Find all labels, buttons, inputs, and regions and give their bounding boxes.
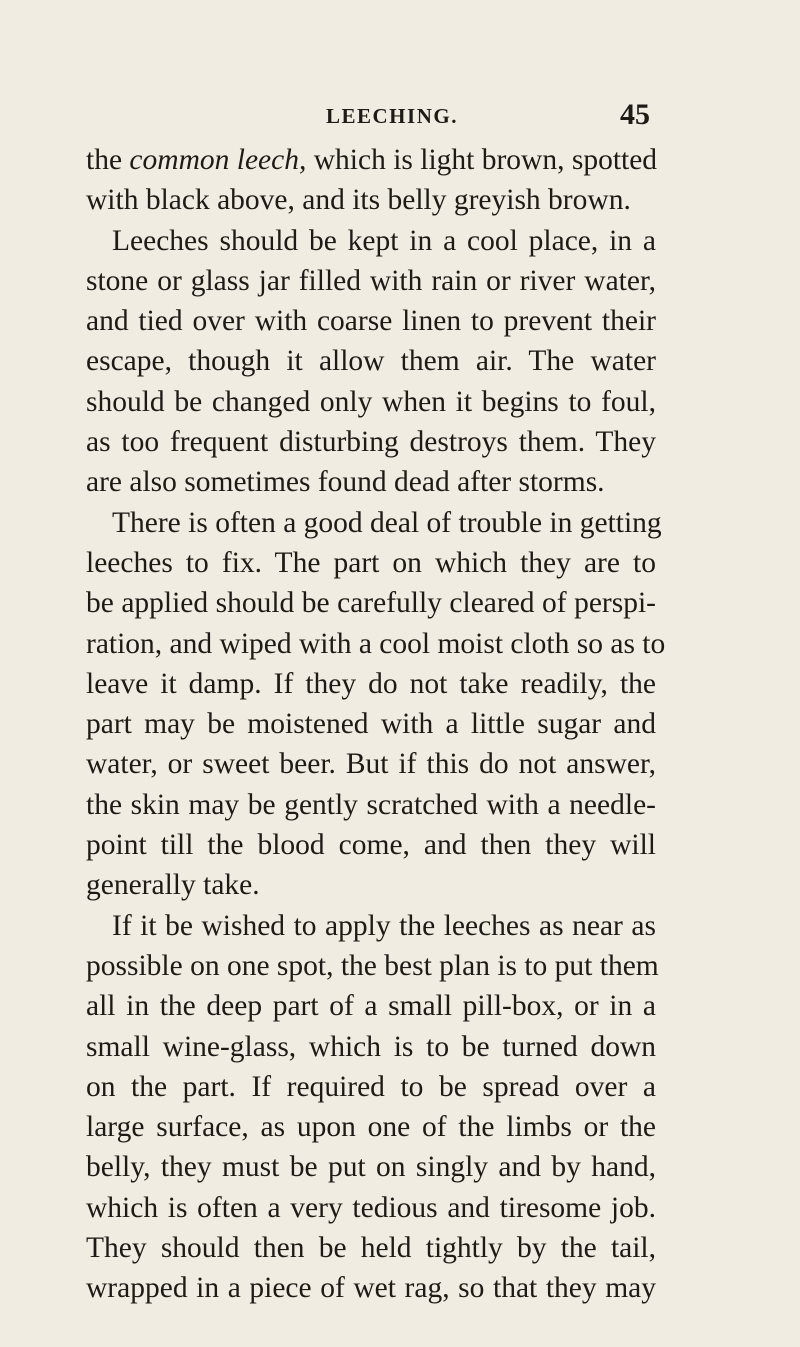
text-line: wrapped in a piece of wet rag, so that they may — [86, 1272, 656, 1305]
text-line: as too frequent disturbing destroys them. They — [86, 426, 656, 459]
text-line: with black above, and its belly greyish brown. — [86, 184, 631, 217]
text-line — [86, 140, 656, 180]
text-line: should be changed only when it begins to foul, — [86, 385, 656, 418]
text-line: If it be wished to apply the leeches as near as — [112, 909, 656, 942]
text-line: on the part. If required to be spread over a — [86, 1070, 656, 1103]
text-line: They should then be held tightly by the tail, — [86, 1232, 656, 1265]
text-line: stone or glass jar filled with rain or river water, — [86, 264, 656, 297]
text-line: possible on one spot, the best plan is to put them — [86, 949, 659, 982]
running-head: LEECHING. — [326, 104, 458, 128]
body-text — [86, 140, 666, 1309]
text-line: generally take. — [86, 869, 260, 902]
text-line: belly, they must be put on singly and by hand, — [86, 1151, 656, 1184]
text-line: leave it damp. If they do not take readily, the — [86, 667, 656, 700]
italic-term: common leech, — [129, 144, 307, 176]
text-line: all in the deep part of a small pill-box, or in a — [86, 990, 656, 1023]
text-line: escape, though it allow them air. The water — [86, 345, 656, 378]
text-line: and tied over with coarse linen to prevent their — [86, 305, 656, 338]
text-line: are also sometimes found dead after storms. — [86, 466, 605, 499]
text-line: large surface, as upon one of the limbs or the — [86, 1111, 656, 1144]
text-line: water, or sweet beer. But if this do not answer, — [86, 748, 656, 781]
text-line: the skin may be gently scratched with a needle- — [86, 788, 656, 821]
text-fragment: the — [86, 144, 123, 176]
text-line: be applied should be carefully cleared of perspi- — [86, 587, 656, 620]
text-line: part may be moistened with a little sugar and — [86, 708, 656, 741]
text-line: small wine-glass, which is to be turned down — [86, 1030, 656, 1063]
text-line: ration, and wiped with a cool moist cloth so as to — [86, 627, 666, 660]
text-line: There is often a good deal of trouble in getting — [112, 506, 662, 539]
text-line: leeches to fix. The part on which they are to — [86, 546, 656, 579]
text-fragment: which is light brown, spotted — [313, 144, 658, 176]
text-line: point till the blood come, and then they will — [86, 829, 656, 862]
text-line: which is often a very tedious and tiresome job. — [86, 1191, 656, 1224]
text-line: Leeches should be kept in a cool place, in a — [112, 224, 656, 257]
page-number: 45 — [620, 98, 650, 131]
